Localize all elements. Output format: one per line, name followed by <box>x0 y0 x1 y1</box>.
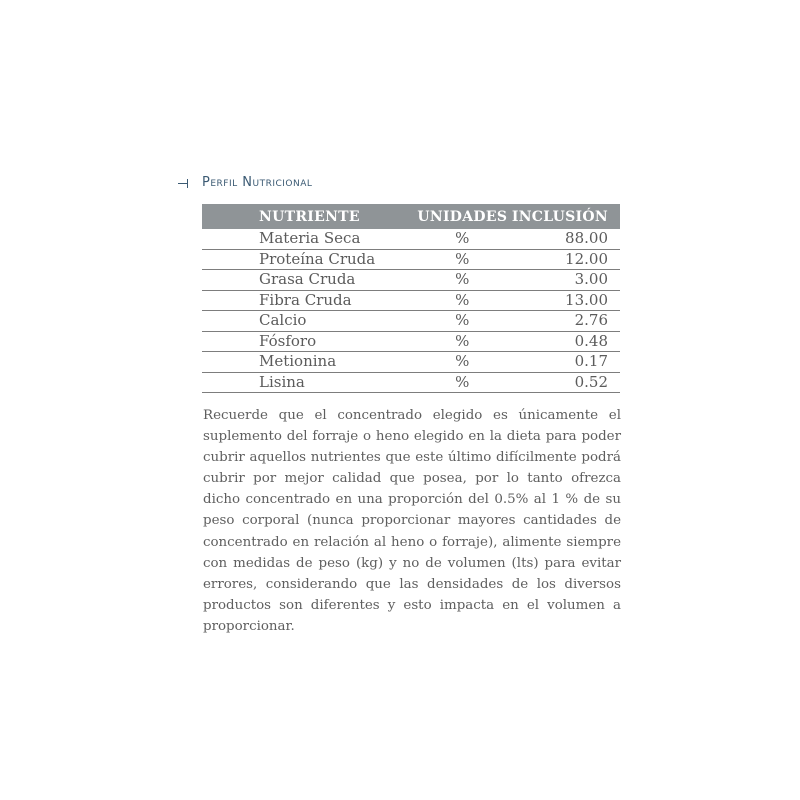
header-unit: UNIDADES <box>413 204 512 229</box>
nutrient-name: Fósforo <box>202 331 413 352</box>
nutrient-unit: % <box>413 229 512 249</box>
nutrient-unit: % <box>413 290 512 311</box>
nutrient-unit: % <box>413 331 512 352</box>
table-row <box>202 270 620 291</box>
nutrient-name: Lisina <box>202 372 413 393</box>
nutrient-name: Metionina <box>202 352 413 373</box>
nutrient-value: 0.52 <box>512 372 620 393</box>
table-row <box>202 249 620 270</box>
nutrient-name: Proteína Cruda <box>202 249 413 270</box>
heading-marker-icon <box>178 177 192 189</box>
nutrient-unit: % <box>413 372 512 393</box>
table-header-row <box>202 204 620 229</box>
table-row <box>202 311 620 332</box>
section-heading <box>178 175 312 190</box>
nutrient-unit: % <box>413 270 512 291</box>
nutrient-value: 12.00 <box>512 249 620 270</box>
nutrient-name: Calcio <box>202 311 413 332</box>
table-row <box>202 290 620 311</box>
header-inclusion: INCLUSIÓN <box>512 204 620 229</box>
nutrition-table <box>202 204 620 393</box>
nutrient-value: 13.00 <box>512 290 620 311</box>
nutrient-value: 0.48 <box>512 331 620 352</box>
section-title: Perfil Nutricional <box>202 175 313 190</box>
nutrient-name: Grasa Cruda <box>202 270 413 291</box>
table-row <box>202 229 620 249</box>
nutrient-name: Materia Seca <box>202 229 413 249</box>
table-row <box>202 352 620 373</box>
nutrient-value: 2.76 <box>512 311 620 332</box>
recommendation-paragraph: Recuerde que el concentrado elegido es únicamente el suplemento del forraje o heno elegido en la dieta para poder cubrir aquellos nutrientes que este último difícilmente podrá cubrir por mejor calidad que posea, por lo tanto ofrezca dicho concentrado en una proporción del 0.5% al 1 % de su peso corporal (nunca proporcionar mayores cantidades de concentrado en relación al heno o forraje), alimente siempre con medidas de peso (kg) y no de volumen (lts) para evitar errores, considerando que las densidades de los diversos productos son diferentes y esto impacta en el volumen a proporcionar. <box>203 408 621 634</box>
header-nutrient: NUTRIENTE <box>202 204 413 229</box>
nutrient-value: 0.17 <box>512 352 620 373</box>
table-row <box>202 331 620 352</box>
nutrient-unit: % <box>413 352 512 373</box>
nutrient-unit: % <box>413 249 512 270</box>
nutrient-value: 3.00 <box>512 270 620 291</box>
nutrient-unit: % <box>413 311 512 332</box>
table-row <box>202 372 620 393</box>
nutrient-value: 88.00 <box>512 229 620 249</box>
nutrient-name: Fibra Cruda <box>202 290 413 311</box>
